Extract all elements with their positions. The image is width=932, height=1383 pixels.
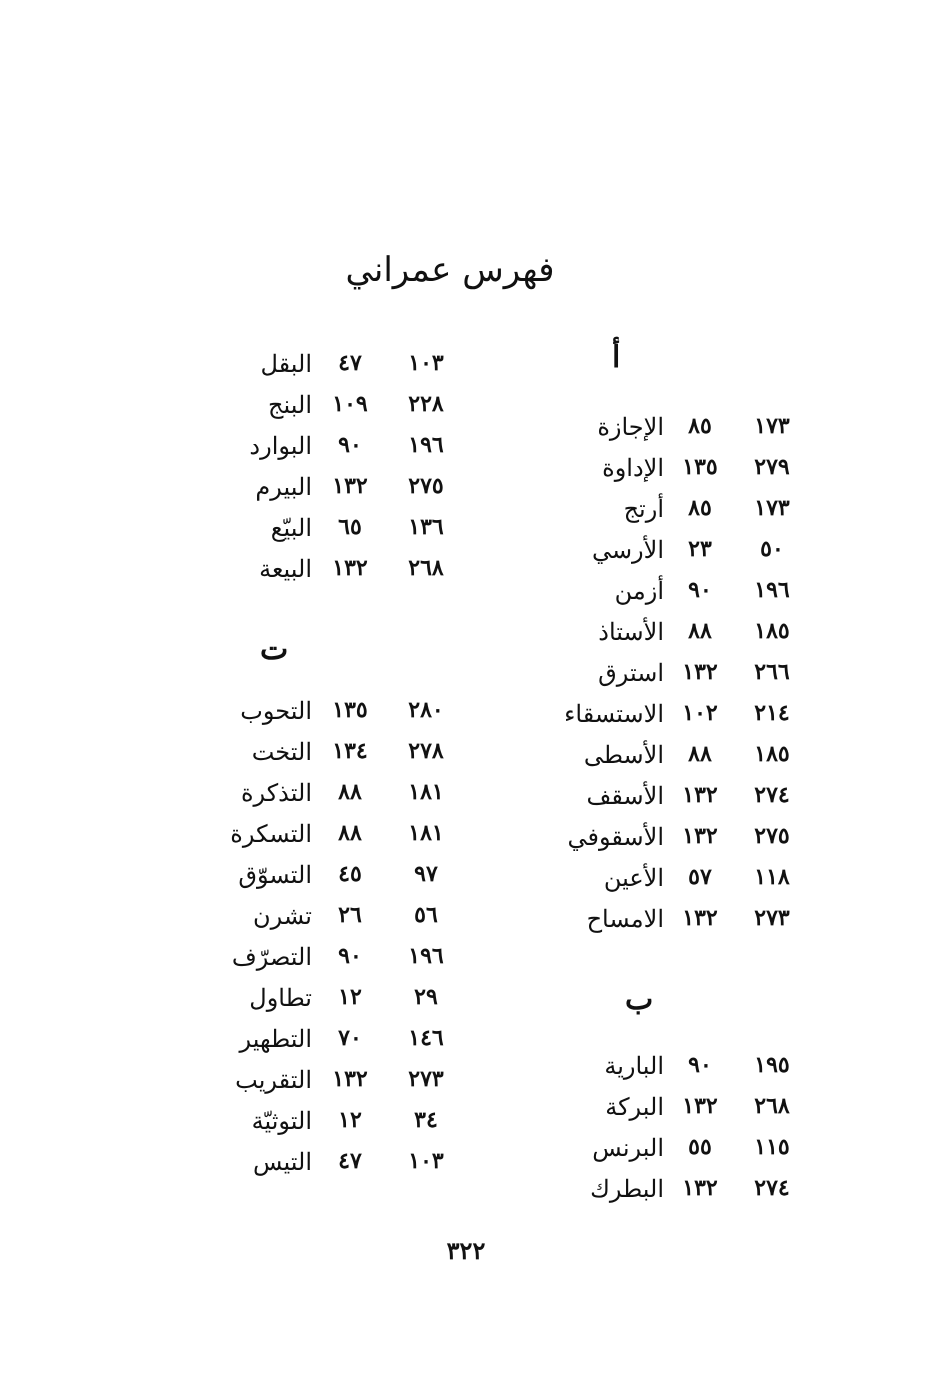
ref-number-secondary: ٨٨ [338, 779, 362, 805]
ref-number-secondary: ١٣٤ [332, 738, 368, 764]
index-entry [0, 697, 932, 731]
entry-term: الأستاذ [598, 618, 664, 646]
ref-number-secondary: ١٠٩ [332, 391, 368, 417]
ref-number-secondary: ١٣٢ [332, 555, 368, 581]
ref-number-primary: ١٨١ [408, 820, 444, 846]
index-entry [0, 861, 932, 895]
ref-number-primary: ١٣٦ [408, 514, 444, 540]
entry-term: الأسقف [586, 782, 664, 810]
entry-term: الامساح [586, 905, 664, 933]
ref-number-secondary: ١٣٢ [682, 905, 718, 931]
ref-number-primary: ٢٧٨ [408, 738, 444, 764]
ref-number-secondary: ٤٧ [338, 350, 362, 376]
entry-term: التوثيّة [251, 1107, 312, 1135]
ref-number-primary: ١٧٣ [754, 495, 790, 521]
ref-number-primary: ٢٩ [414, 984, 438, 1010]
entry-term: البركة [605, 1093, 664, 1121]
entry-term: التقريب [235, 1066, 312, 1094]
page-title: فهرس عمراني [345, 250, 555, 290]
ref-number-primary: ١٩٦ [754, 577, 790, 603]
ref-number-secondary: ٦٥ [338, 514, 362, 540]
entry-term: التخت [251, 738, 312, 766]
ref-number-secondary: ٢٣ [688, 536, 712, 562]
ref-number-secondary: ٨٥ [688, 413, 712, 439]
ref-number-secondary: ٩٠ [688, 577, 712, 603]
ref-number-secondary: ٤٧ [338, 1148, 362, 1174]
ref-number-secondary: ٩٠ [688, 1052, 712, 1078]
index-entry [0, 1025, 932, 1059]
ref-number-primary: ١١٨ [754, 864, 790, 890]
ref-number-primary: ٥٦ [414, 902, 438, 928]
index-entry [0, 902, 932, 936]
ref-number-primary: ٢٢٨ [408, 391, 444, 417]
ref-number-secondary: ٨٨ [688, 741, 712, 767]
ref-number-secondary: ٥٥ [688, 1134, 712, 1160]
entry-term: استرق [598, 659, 664, 687]
section-letter-alif: أ [612, 340, 621, 375]
ref-number-secondary: ٢٦ [338, 902, 362, 928]
entry-term: التحوب [240, 697, 312, 725]
index-entry [0, 820, 932, 854]
index-entry [0, 391, 932, 425]
ref-number-secondary: ١٣٢ [332, 1066, 368, 1092]
ref-number-secondary: ٤٥ [338, 861, 362, 887]
ref-number-secondary: ٨٥ [688, 495, 712, 521]
index-entry [0, 350, 932, 384]
entry-term: الاستسقاء [564, 700, 664, 728]
section-letter-ta: ت [260, 632, 289, 667]
entry-term: البوارد [249, 432, 312, 460]
ref-number-primary: ٢٧٤ [754, 1175, 790, 1201]
index-entry [0, 779, 932, 813]
index-entry [0, 1066, 932, 1100]
entry-term: البارية [604, 1052, 664, 1080]
section-letter-ba: ب [625, 982, 654, 1017]
index-entry [0, 555, 932, 589]
entry-term: البنج [268, 391, 312, 419]
index-entry [0, 473, 932, 507]
ref-number-primary: ٢٦٦ [754, 659, 790, 685]
ref-number-primary: ١٩٦ [408, 432, 444, 458]
index-entry [0, 1107, 932, 1141]
ref-number-primary: ٢٧٣ [754, 905, 790, 931]
ref-number-secondary: ١٣٥ [332, 697, 368, 723]
ref-number-primary: ١١٥ [754, 1134, 790, 1160]
page-number: ٣٢٢ [446, 1236, 486, 1265]
ref-number-secondary: ١٣٢ [332, 473, 368, 499]
ref-number-secondary: ٨٨ [338, 820, 362, 846]
ref-number-primary: ١٠٣ [408, 1148, 444, 1174]
entry-term: تطاول [249, 984, 312, 1012]
index-entry [0, 1148, 932, 1182]
index-entry [0, 984, 932, 1018]
index-entry [0, 659, 932, 693]
ref-number-secondary: ١٣٢ [682, 823, 718, 849]
entry-term: البطرك [590, 1175, 664, 1203]
ref-number-secondary: ٧٠ [338, 1025, 362, 1051]
ref-number-secondary: ١٣٢ [682, 1175, 718, 1201]
entry-term: الأرسي [591, 536, 664, 564]
entry-term: البيّع [270, 514, 312, 542]
ref-number-primary: ٢٦٨ [754, 1093, 790, 1119]
entry-term: الأعين [603, 864, 664, 892]
ref-number-secondary: ١٠٢ [682, 700, 718, 726]
ref-number-secondary: ١٣٢ [682, 1093, 718, 1119]
ref-number-primary: ٢٨٠ [408, 697, 444, 723]
entry-term: البيرم [255, 473, 312, 501]
ref-number-primary: ١٨٥ [754, 618, 790, 644]
entry-term: الإداوة [602, 454, 664, 482]
ref-number-primary: ٩٧ [414, 861, 438, 887]
index-entry [0, 432, 932, 466]
ref-number-primary: ٢٧٩ [754, 454, 790, 480]
ref-number-primary: ١٤٦ [408, 1025, 444, 1051]
entry-term: الأسقوفي [567, 823, 664, 851]
ref-number-secondary: ٨٨ [688, 618, 712, 644]
ref-number-secondary: ٩٠ [338, 432, 362, 458]
entry-term: تشرن [253, 902, 312, 930]
index-entry [0, 514, 932, 548]
ref-number-secondary: ١٢ [338, 984, 362, 1010]
ref-number-secondary: ١٣٢ [682, 659, 718, 685]
entry-term: البقل [260, 350, 312, 378]
index-entry [0, 738, 932, 772]
ref-number-primary: ٢٦٨ [408, 555, 444, 581]
ref-number-primary: ٥٠ [760, 536, 784, 562]
ref-number-primary: ٢١٤ [754, 700, 790, 726]
entry-term: التيس [252, 1148, 312, 1176]
ref-number-primary: ١٨١ [408, 779, 444, 805]
ref-number-primary: ٢٧٥ [754, 823, 790, 849]
ref-number-primary: ٢٧٤ [754, 782, 790, 808]
ref-number-secondary: ١٣٢ [682, 782, 718, 808]
ref-number-primary: ١٨٥ [754, 741, 790, 767]
ref-number-primary: ١٠٣ [408, 350, 444, 376]
ref-number-primary: ٢٧٥ [408, 473, 444, 499]
ref-number-primary: ١٩٦ [408, 943, 444, 969]
ref-number-secondary: ٥٧ [688, 864, 712, 890]
entry-term: البيعة [259, 555, 312, 583]
entry-term: الإجازة [597, 413, 664, 441]
entry-term: التصرّف [231, 943, 312, 971]
index-entry [0, 618, 932, 652]
entry-term: التطهير [239, 1025, 312, 1053]
ref-number-secondary: ١٢ [338, 1107, 362, 1133]
entry-term: أزمن [614, 577, 664, 605]
entry-term: التسوّق [238, 861, 312, 889]
ref-number-secondary: ٩٠ [338, 943, 362, 969]
ref-number-secondary: ١٣٥ [682, 454, 718, 480]
ref-number-primary: ٣٤ [414, 1107, 438, 1133]
entry-term: التذكرة [240, 779, 312, 807]
entry-term: البرنس [592, 1134, 664, 1162]
entry-term: أرتج [623, 495, 664, 523]
ref-number-primary: ٢٧٣ [408, 1066, 444, 1092]
ref-number-primary: ١٩٥ [754, 1052, 790, 1078]
entry-term: التسكرة [230, 820, 312, 848]
index-entry [0, 943, 932, 977]
ref-number-primary: ١٧٣ [754, 413, 790, 439]
entry-term: الأسطى [583, 741, 664, 769]
